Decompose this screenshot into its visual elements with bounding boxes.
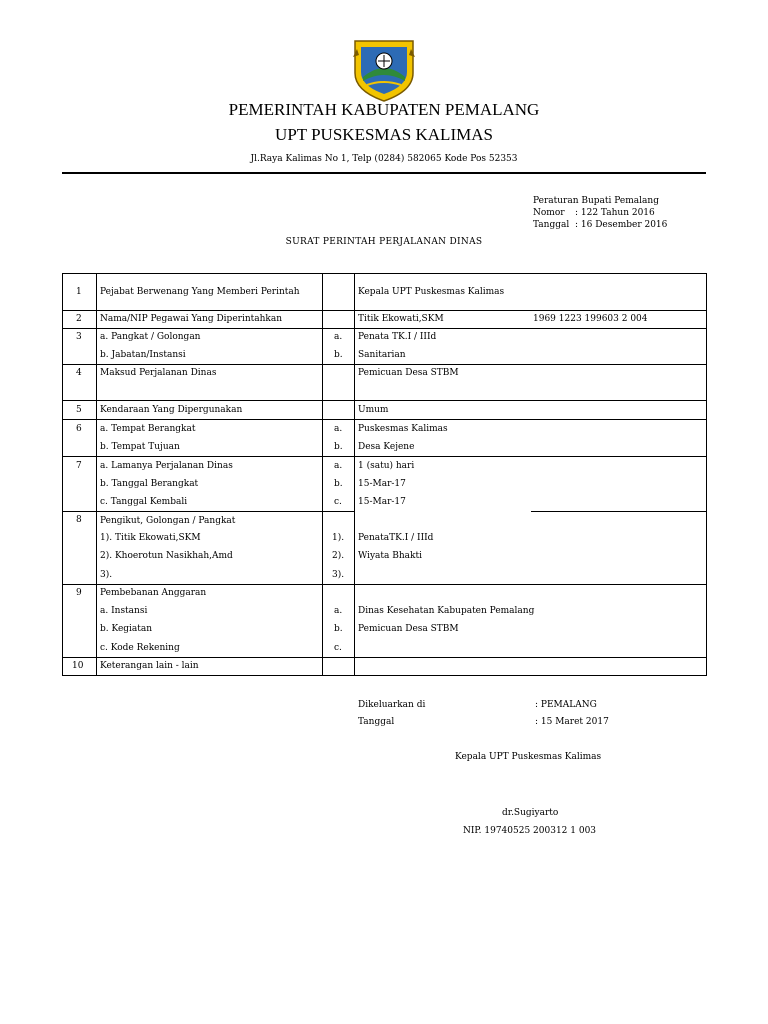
row2-number: 2 [76,314,82,324]
row4-number: 4 [76,368,82,378]
row7-mark-b: b. [334,479,343,489]
row6-label-a: a. Tempat Berangkat [100,424,196,434]
row1-label: Pejabat Berwenang Yang Memberi Perintah [100,287,300,297]
document-title: SURAT PERINTAH PERJALANAN DINAS [285,237,483,247]
row8-item1: 1). Titik Ekowati,SKM [100,533,201,543]
row10-label: Keterangan lain - lain [100,661,199,671]
row7-label-a: a. Lamanya Perjalanan Dinas [100,461,233,471]
row10-number: 10 [72,661,84,671]
regulation-date-value: : 16 Desember 2016 [575,220,668,230]
row7-mark-c: c. [334,497,342,507]
row7-value-a: 1 (satu) hari [358,461,415,471]
row8-mark3: 3). [332,570,345,580]
row7-value-c: 15-Mar-17 [358,497,406,507]
row9-mark-c: c. [334,643,342,653]
row1-value: Kepala UPT Puskesmas Kalimas [358,287,505,297]
row7-label-b: b. Tanggal Berangkat [100,479,199,489]
issued-place-label: Dikeluarkan di [358,700,426,710]
row6-number: 6 [76,424,82,434]
row7-value-b: 15-Mar-17 [358,479,406,489]
row1-number: 1 [76,287,82,297]
org-name-line1: PEMERINTAH KABUPATEN PEMALANG [228,100,540,119]
regulation-number-value: : 122 Tahun 2016 [575,208,655,218]
row6-mark-a: a. [334,424,343,434]
row3-label-b: b. Jabatan/Instansi [100,350,186,360]
row2-nip: 1969 1223 199603 2 004 [533,314,648,324]
row2-label: Nama/NIP Pegawai Yang Diperintahkan [100,314,283,324]
row7-label-c: c. Tanggal Kembali [100,497,188,507]
row9-label-a: a. Instansi [100,606,148,616]
row8-item3: 3). [100,570,113,580]
row3-mark-a: a. [334,332,343,342]
row8-mark1: 1). [332,533,345,543]
org-address: Jl.Raya Kalimas No 1, Telp (0284) 582065 Kode Pos 52353 [250,154,518,164]
row4-value: Pemicuan Desa STBM [358,368,459,378]
row4-label: Maksud Perjalanan Dinas [100,368,217,378]
row6-value-a: Puskesmas Kalimas [358,424,448,434]
issued-date-label: Tanggal [358,717,395,727]
row6-value-b: Desa Kejene [358,442,415,452]
row8-number: 8 [76,515,82,525]
kabupaten-emblem-logo [351,39,417,103]
row7-mark-a: a. [334,461,343,471]
row9-mark-b: b. [334,624,343,634]
row9-number: 9 [76,588,82,598]
row3-label-a: a. Pangkat / Golongan [100,332,201,342]
signatory-nip: NIP. 19740525 200312 1 003 [463,826,597,836]
row9-value-a: Dinas Kesehatan Kabupaten Pemalang [358,606,535,616]
row8-value1: PenataTK.I / IIId [358,533,434,543]
row8-label: Pengikut, Golongan / Pangkat [100,516,236,526]
row9-value-b: Pemicuan Desa STBM [358,624,459,634]
issued-date-value: : 15 Maret 2017 [535,717,609,727]
row9-label: Pembebanan Anggaran [100,588,207,598]
row5-value: Umum [358,405,389,415]
row9-label-c: c. Kode Rekening [100,643,180,653]
row3-number: 3 [76,332,82,342]
row6-mark-b: b. [334,442,343,452]
org-name-line2: UPT PUSKESMAS KALIMAS [275,125,493,144]
row9-label-b: b. Kegiatan [100,624,153,634]
row8-value2: Wiyata Bhakti [358,551,422,561]
issued-place-value: : PEMALANG [535,700,597,710]
row5-label: Kendaraan Yang Dipergunakan [100,405,243,415]
row3-value-a: Penata TK.I / IIId [358,332,437,342]
header-divider [62,172,706,174]
row3-mark-b: b. [334,350,343,360]
row8-item2: 2). Khoerotun Nasikhah,Amd [100,551,233,561]
row8-mark2: 2). [332,551,345,561]
regulation-number-label: Nomor [533,208,565,218]
row6-label-b: b. Tempat Tujuan [100,442,180,452]
row3-value-b: Sanitarian [358,350,406,360]
row2-value: Titik Ekowati,SKM [358,314,444,324]
row9-mark-a: a. [334,606,343,616]
signatory-name: dr.Sugiyarto [502,808,559,818]
regulation-date-label: Tanggal [533,220,570,230]
row7-number: 7 [76,461,82,471]
row5-number: 5 [76,405,82,415]
regulation-title: Peraturan Bupati Pemalang [533,196,659,206]
signatory-position: Kepala UPT Puskesmas Kalimas [455,752,602,762]
